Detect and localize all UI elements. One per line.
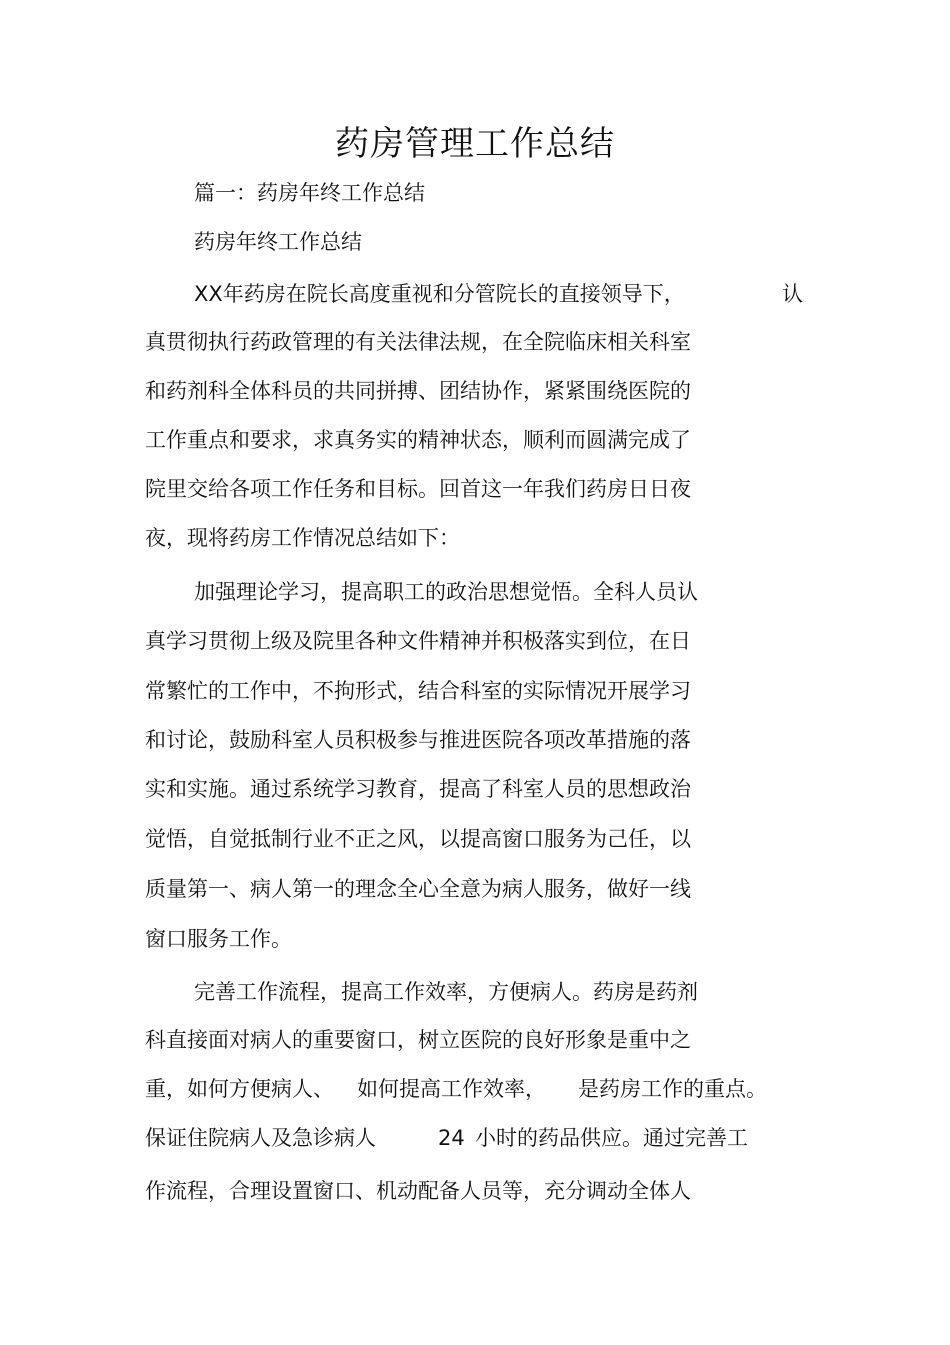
paragraph-1-line-2: 真贯彻执行药政管理的有关法律法规，在全院临床相关科室 — [145, 330, 691, 354]
paragraph-3-line-4a: 保证住院病人及急诊病人 — [145, 1126, 376, 1150]
paragraph-1-line-4: 工作重点和要求，求真务实的精神状态，顺利而圆满完成了 — [145, 428, 691, 452]
paragraph-3-line-2: 科直接面对病人的重要窗口，树立医院的良好形象是重中之 — [145, 1028, 691, 1052]
paragraph-1-line-1: XX年药房在院长高度重视和分管院长的直接领导下， — [194, 282, 685, 306]
paragraph-3-line-3a: 重，如何方便病人、 — [145, 1077, 334, 1101]
paragraph-3-line-3c: 是药房工作的重点。 — [578, 1077, 767, 1101]
paragraph-2-line-4: 和讨论，鼓励科室人员积极参与推进医院各项改革措施的落 — [145, 728, 691, 752]
paragraph-1-line-5: 院里交给各项工作任务和目标。回首这一年我们药房日日夜 — [145, 477, 691, 501]
paragraph-2-line-6: 觉悟，自觉抵制行业不正之风，以提高窗口服务为己任，以 — [145, 827, 691, 851]
paragraph-3-line-4b: 24 — [438, 1126, 465, 1150]
paragraph-1-line-1-tail: 认 — [782, 282, 803, 306]
document-title: 药房管理工作总结 — [335, 124, 615, 164]
paragraph-3-line-3b: 如何提高工作效率， — [357, 1077, 546, 1101]
paragraph-1-line-6: 夜，现将药房工作情况总结如下： — [145, 526, 460, 550]
paragraph-2-line-3: 常繁忙的工作中，不拘形式，结合科室的实际情况开展学习 — [145, 679, 691, 703]
paragraph-2-line-7: 质量第一、病人第一的理念全心全意为病人服务，做好一线 — [145, 877, 691, 901]
paragraph-2-line-1: 加强理论学习，提高职工的政治思想觉悟。全科人员认 — [194, 580, 698, 604]
paragraph-3-line-1: 完善工作流程，提高工作效率，方便病人。药房是药剂 — [194, 980, 698, 1004]
paragraph-2-line-8: 窗口服务工作。 — [145, 927, 292, 951]
paragraph-3-line-5: 作流程，合理设置窗口、机动配备人员等，充分调动全体人 — [145, 1179, 691, 1203]
paragraph-2-line-2: 真学习贯彻上级及院里各种文件精神并积极落实到位，在日 — [145, 629, 691, 653]
paragraph-1-line-3: 和药剂科全体科员的共同拼搏、团结协作，紧紧围绕医院的 — [145, 379, 691, 403]
subheading: 药房年终工作总结 — [194, 230, 362, 254]
paragraph-3-line-4c: 小时的药品供应。通过完善工 — [475, 1126, 748, 1150]
paragraph-2-line-5: 实和实施。通过系统学习教育，提高了科室人员的思想政治 — [145, 777, 691, 801]
section-heading: 篇一：药房年终工作总结 — [194, 181, 425, 205]
